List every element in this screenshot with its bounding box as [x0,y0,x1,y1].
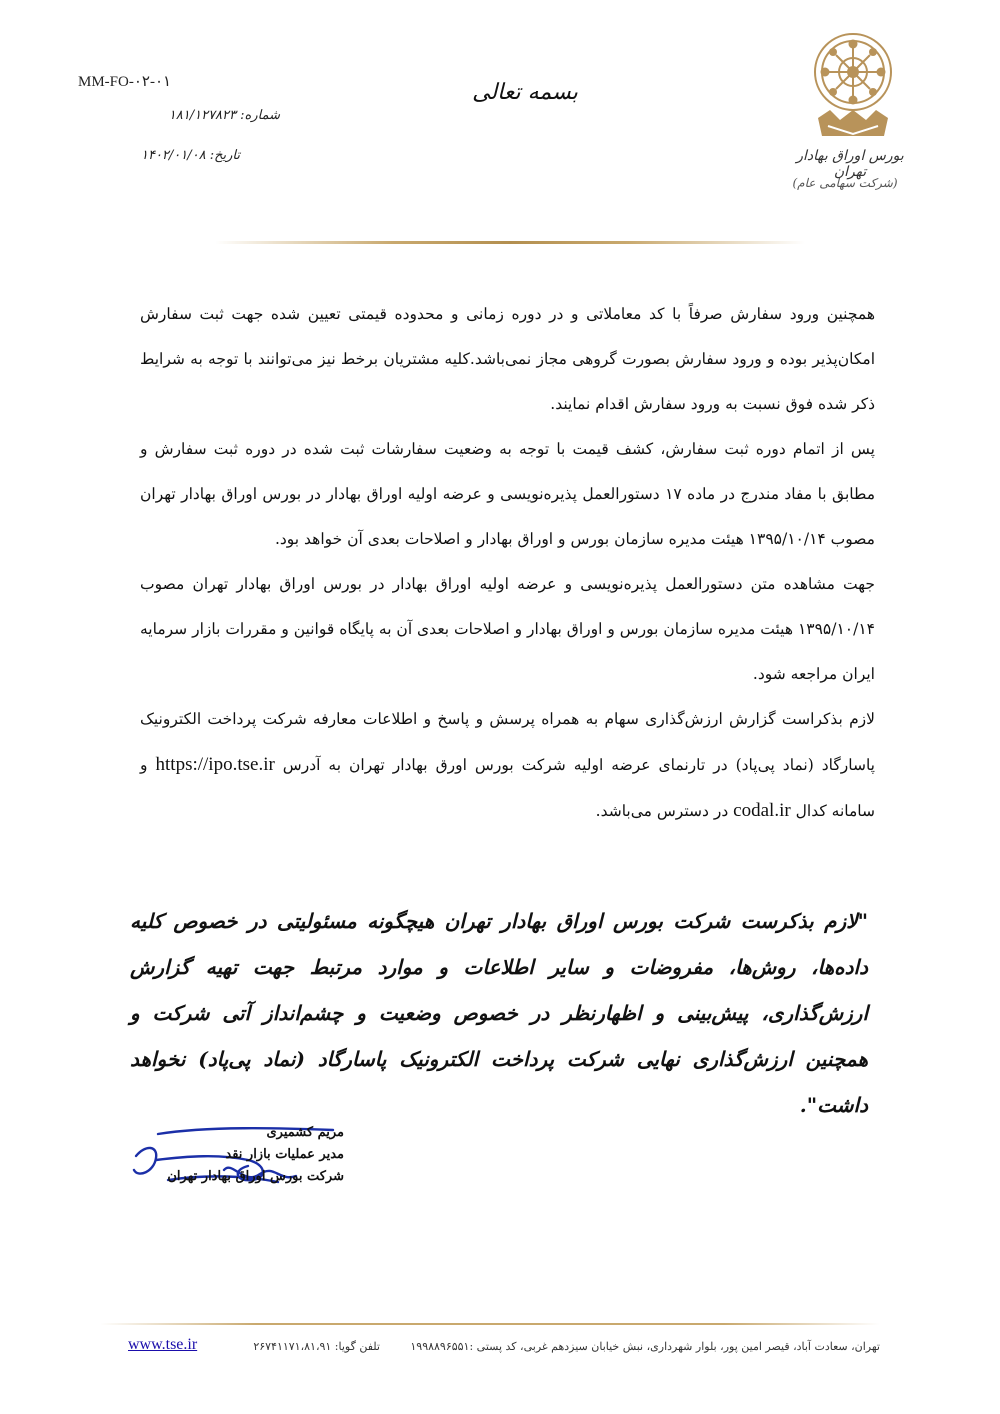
org-type: (شرکت سهامی عام) [792,176,898,190]
signatory-name: مریم کشمیری [266,1125,344,1140]
letter-number [140,108,280,123]
footer-address: تهران، سعادت آباد، قیصر امین پور، بلوار شهرداری، نبش خیابان سیزدهم غربی، کد پستی :۱۹۹۸۸۹۶۵۵۱ [410,1340,880,1353]
ipo-website-link[interactable]: https://ipo.tse.ir [155,754,275,775]
footer-website-link[interactable]: www.tse.ir [128,1336,198,1353]
org-name: بورس اوراق بهادار تهران [796,148,904,180]
signature-block [150,1122,344,1188]
letter-number-value: ۱۸۱/۱۲۷۸۲۳ [168,108,237,123]
footer-divider [100,1323,880,1325]
basmala-heading: بسمه تعالی [472,80,578,105]
disclaimer-text: "لازم بذکرست شرکت بورس اوراق بهادار تهران هیچگونه مسئولیتی در خصوص کلیه داده‌ها، روش‌ها، مفروضات و سایر اطلاعات و موارد مرتبط جهت تهیه گزارش ارزش‌گذاری، پیش‌بینی و اظهارنظر در خصوص وضعیت و چشم‌انداز آتی شرکت و همچنین ارزش‌گذاری نهایی شرکت پرداخت الکترونیک پاسارگاد (نماد پی‌پاد) نخواهد داشت". [130,909,868,1117]
letter-number-label: شماره: [240,108,280,123]
signatory-org: شرکت بورس اوراق بهادار تهران [167,1169,344,1184]
letter-body [140,292,875,834]
codal-system-text: و سامانه کدال [140,756,875,820]
letter-date-value: ۱۴۰۲/۰۱/۰۸ [140,148,206,163]
form-code: MM-FO-۰۲-۰۱ [78,74,172,90]
paragraph-valuation-report [140,697,875,834]
letter-date-label: تاریخ: [209,148,240,163]
valuation-report-text: لازم بذکراست گزارش ارزش‌گذاری سهام به همراه پرسش و پاسخ و اطلاعات معارفه شرکت پرداخت الکترونیک پاسارگاد (نماد پی‌پاد) در تارنمای عرضه اولیه شرکت بورس اورق بهادار تهران به آدرس [140,710,875,774]
header-divider [215,241,805,244]
paragraph-regulation-reference: جهت مشاهده متن دستورالعمل پذیره‌نویسی و عرضه اولیه اوراق بهادار در بورس اوراق بهادار تهران مصوب ۱۳۹۵/۱۰/۱۴ هیئت مدیره سازمان بورس و اوراق بهادار و اصلاحات بعدی آن به پایگاه قوانین و مقررات بازار سرمایه ایران مراجعه شود. [139,575,875,683]
availability-text: در دسترس می‌باشد. [595,802,729,820]
tse-emblem-icon [812,30,894,142]
paragraph-order-entry: همچنین ورود سفارش صرفاً با کد معاملاتی و در دوره زمانی و محدوده قیمتی تعیین شده جهت ثبت سفارش امکان‌پذیر بوده و ورود سفارش بصورت گروهی مجاز نمی‌باشد.کلیه مشتریان برخط نیز می‌توانند با توجه به شرایط ذکر شده فوق نسبت به ورود سفارش اقدام نمایند. [140,305,875,413]
paragraph-price-discovery: پس از اتمام دوره ثبت سفارش، کشف قیمت با توجه به وضعیت سفارشات ثبت شده در دوره ثبت سفارش و مطابق با مفاد مندرج در ماده ۱۷ دستورالعمل پذیره‌نویسی و عرضه اولیه اوراق بهادار در بورس اوراق بهادار تهران مصوب ۱۳۹۵/۱۰/۱۴ هیئت مدیره سازمان بورس و اوراق بهادار و اصلاحات بعدی آن خواهد بود. [140,440,876,548]
codal-link[interactable]: codal.ir [733,800,791,821]
footer-phone: تلفن گویا: ۲۶۷۴۱۱۷۱،۸۱،۹۱ [253,1340,380,1353]
letter-date [140,148,240,163]
signatory-title: مدیر عملیات بازار نقد [225,1147,344,1162]
